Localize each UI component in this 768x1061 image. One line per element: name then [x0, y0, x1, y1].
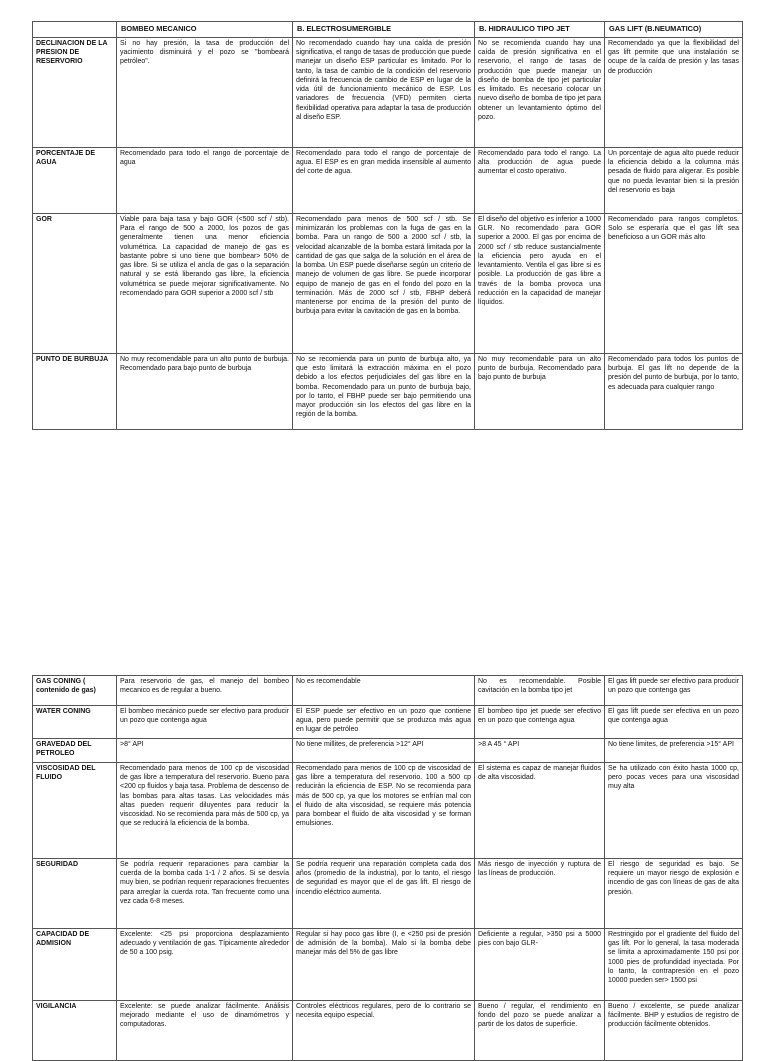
row-label: GOR [33, 213, 117, 353]
table-cell: Excelente: se puede analizar fácilmente. Análisis mejorado mediante el uso de dinamómetros y computadoras. [117, 1001, 293, 1061]
table-cell: No recomendado cuando hay una caída de presión significativa, el rango de tasas de producción que puede manejar un diseño ESP particular es limitado. Por lo tanto, la tasa de cambio de la condición del reservorio definirá la frecuencia de cambio de ESP en lugar de la vida útil de funcionamiento mecánico de ESP. Los variadores de frecuencia (VFD) permiten cierta flexibilidad operativa para adaptar la tasa de producción al diseño ESP. [293, 37, 475, 147]
table-cell: El gas lift puede ser efectivo para producir un pozo que contenga gas [605, 676, 743, 706]
table-cell: No muy recomendable para un alto punto de burbuja. Recomendado para bajo punto de burbuja [117, 353, 293, 429]
table-cell: Se ha utilizado con éxito hasta 1000 cp, pero pocas veces para una viscosidad muy alta [605, 763, 743, 859]
table-row [33, 37, 743, 147]
table-cell: Recomendado para menos de 100 cp de viscosidad de gas libre a temperatura del reservorio. Bueno para <200 cp fluidos y baja tasa. Problema de descenso de las bombas para altas tasas. Las velocidades más altas pueden requerir diluyentes para reducir la viscosidad. No se recomienda para más de 500 cp, ya que se reducirá la eficiencia de la bomba. [117, 763, 293, 859]
comparison-table-bottom [32, 675, 743, 1061]
row-label: VIGILANCIA [33, 1001, 117, 1061]
table-cell: El bombeo tipo jet puede ser efectivo en un pozo que contenga agua [475, 706, 605, 739]
row-label: CAPACIDAD DE ADMISION [33, 929, 117, 1001]
table-cell: Viable para baja tasa y bajo GOR (<500 scf / stb). Para el rango de 500 a 2000, los pozos de gas generalmente tienen una menor eficiencia volumétrica. La capacidad de manejo de gas es bastante pobre si uno tiene que bombear> 50% de gas libre. Si se utiliza el ancla de gas o la separación natural y se está liberando gas libre, la eficiencia volumétrica se puede mejorar significativamente. No recomendado para GOR superior a 2000 scf / stb [117, 213, 293, 353]
row-label: DECLINACION DE LA PRESION DE RESERVORIO [33, 37, 117, 147]
table-cell: Se podría requerir una reparación completa cada dos años (promedio de la industria), por lo tanto, el riesgo de seguridad es mayor que el de gas lift. El riesgo de incendio eléctrico aumenta. [293, 859, 475, 929]
table-cell: El bombeo mecánico puede ser efectivo para producir un pozo que contenga agua [117, 706, 293, 739]
table-header-row [33, 22, 743, 38]
table-cell: Bueno / excelente, se puede analizar fácilmente. BHP y estudios de registro de producción fácilmente obtenidos. [605, 1001, 743, 1061]
table-cell: No tiene millites, de preferencia >12° API [293, 739, 475, 763]
table-cell: El ESP puede ser efectivo en un pozo que contiene agua, pero puede permitir que se produzca más agua en lugar de petróleo [293, 706, 475, 739]
row-label: SEGURIDAD [33, 859, 117, 929]
table-cell: Controles eléctricos regulares, pero de lo contrario se necesita equipo especial. [293, 1001, 475, 1061]
table-cell: Recomendado ya que la flexibilidad del gas lift permite que una instalación se ocupe de la caída de presión y las tasas de producción [605, 37, 743, 147]
table-row [33, 213, 743, 353]
table-cell: Deficiente a regular, >350 psi a 5000 pies con bajo GLR- [475, 929, 605, 1001]
row-label: GAS CONING ( contenido de gas) [33, 676, 117, 706]
table-cell: El diseño del objetivo es inferior a 1000 GLR. No recomendado para GOR superior a 2000. El gas por encima de 2000 scf / stb reduce sustancialmente la eficiencia pero ayuda en el levantamiento. Ventila el gas libre si es posible. La producción de gas libre a través de la bomba provoca una reducción en la capacidad de manejar líquidos. [475, 213, 605, 353]
table-cell: No muy recomendable para un alto punto de burbuja. Recomendado para bajo punto de burbuja [475, 353, 605, 429]
header-hidraulico-jet: B. HIDRAULICO TIPO JET [475, 22, 605, 38]
table-cell: Bueno / regular, el rendimiento en fondo del pozo se puede analizar a partir de los datos de superficie. [475, 1001, 605, 1061]
table-cell: Excelente: <25 psi proporciona desplazamiento adecuado y ventilación de gas. Típicamente alrededor de 50 a 100 psig. [117, 929, 293, 1001]
table-row [33, 147, 743, 213]
table-cell: Se podría requerir reparaciones para cambiar la cuerda de la bomba cada 1-1 / 2 años. Si se desvía muy bien, se podrían requerir reparaciones frecuentes para arreglar la cuerda rota. Tan frecuente como una vez cada 6-8 meses. [117, 859, 293, 929]
table-cell: Recomendado para todo el rango de porcentaje de agua [117, 147, 293, 213]
row-label: WATER CONING [33, 706, 117, 739]
table-cell: Un porcentaje de agua alto puede reducir la eficiencia debido a la columna más pesada de fluido para aligerar. Es posible que no pueda levantar bien si la presión del reservorio es baja [605, 147, 743, 213]
table-cell: Recomendado para todo el rango. La alta producción de agua puede aumentar el costo operativo. [475, 147, 605, 213]
comparison-table-top [32, 21, 743, 430]
row-label: GRAVEDAD DEL PETROLEO [33, 739, 117, 763]
table-row [33, 1001, 743, 1061]
table-row [33, 739, 743, 763]
header-gas-lift: GAS LIFT (B.NEUMATICO) [605, 22, 743, 38]
table-cell: No es recomendable. Posible cavitación en la bomba tipo jet [475, 676, 605, 706]
table-row [33, 706, 743, 739]
header-corner [33, 22, 117, 38]
table-cell: Recomendado para rangos completos. Solo se esperaría que el gas lift sea beneficioso a un GOR más alto [605, 213, 743, 353]
table-cell: El sistema es capaz de manejar fluidos de alta viscosidad. [475, 763, 605, 859]
table-cell: No se recomienda cuando hay una caída de presión significativa en el reservorio, el rango de tasas de producción que puede manejar un diseño de bomba de tipo jet particular es limitado. Es necesario colocar un nuevo diseño de bomba de tipo jet para obtener un levantamiento óptimo del pozo. [475, 37, 605, 147]
table-cell: Más riesgo de inyección y ruptura de las líneas de producción. [475, 859, 605, 929]
table-cell: Si no hay presión, la tasa de producción del yacimiento disminuirá y el pozo se "bombeará petróleo". [117, 37, 293, 147]
row-label: VISCOSIDAD DEL FLUIDO [33, 763, 117, 859]
table-cell: El riesgo de seguridad es bajo. Se requiere un mayor riesgo de explosión e incendio de gas con líneas de gas de alta presión. [605, 859, 743, 929]
table-cell: Regular si hay poco gas libre (I, e <250 psi de presión de admisión de la bomba). Malo si la bomba debe manejar más del 5% de gas libre [293, 929, 475, 1001]
table-cell: Recomendado para todo el rango de porcentaje de agua. El ESP es en gran medida insensible al aumento del corte de agua. [293, 147, 475, 213]
table-cell: Recomendado para menos de 100 cp de viscosidad de gas libre a temperatura del reservorio. 100 a 500 cp reducirán la eficiencia de ESP. No se recomienda para más de 500 cp, ya que los motores se enfrían mal con el fluido de alta viscosidad, se requiere más potencia para bombear el fluido de alta viscosidad y se forman emulsiones. [293, 763, 475, 859]
table-cell: >8 A 45 ° API [475, 739, 605, 763]
table-row [33, 676, 743, 706]
table-row [33, 763, 743, 859]
table-cell: >8° API [117, 739, 293, 763]
header-bombeo-mecanico: BOMBEO MECANICO [117, 22, 293, 38]
table-row [33, 859, 743, 929]
row-label: PORCENTAJE DE AGUA [33, 147, 117, 213]
header-electrosumergible: B. ELECTROSUMERGIBLE [293, 22, 475, 38]
table-cell: Restringido por el gradiente del fluido del gas lift. Por lo general, la tasa moderada se limita a aproximadamente 150 psi por 1000 pies de profundidad inyectada. Por lo tanto, la contrapresión en el pozo 10000 pueden ser> 1500 psi [605, 929, 743, 1001]
table-cell: No es recomendable [293, 676, 475, 706]
table-row [33, 353, 743, 429]
table-cell: Para reservorio de gas, el manejo del bombeo mecanico es de regular a bueno. [117, 676, 293, 706]
table-row [33, 929, 743, 1001]
table-cell: Recomendado para menos de 500 scf / stb. Se minimizarán los problemas con la fuga de gas en la bomba. Para un rango de 500 a 2000 scf / stb, la velocidad alcanzable de la bomba estará limitada por la cantidad de gas que salga de la solución en el área de la bomba. Un ESP puede diseñarse según un criterio de manejo de volumen de gas libre. Se puede incorporar equipo de manejo de gas en el fondo del pozo en la terminación. Más de 2000 scf / stb, FBHP deberá mantenerse por encima de la presión del punto de burbuja para evitar la cavitación de gas en la bomba. [293, 213, 475, 353]
table-cell: No tiene limites, de preferencia >15° API [605, 739, 743, 763]
table-cell: No se recomienda para un punto de burbuja alto, ya que esto limitará la extracción máxima en el pozo debido a los efectos perjudiciales del gas libre en la bomba. Recomendado para un punto de burbuja bajo, por lo tanto, el FBHP puede ser bajo permitiendo una mayor producción sin los efectos del gas libre en la región de la bomba. [293, 353, 475, 429]
table-cell: El gas lift puede ser efectiva en un pozo que contenga agua [605, 706, 743, 739]
table-cell: Recomendado para todos los puntos de burbuja. El gas lift no depende de la presión del punto de burbuja, por lo tanto, es adecuada para cualquier rango [605, 353, 743, 429]
row-label: PUNTO DE BURBUJA [33, 353, 117, 429]
